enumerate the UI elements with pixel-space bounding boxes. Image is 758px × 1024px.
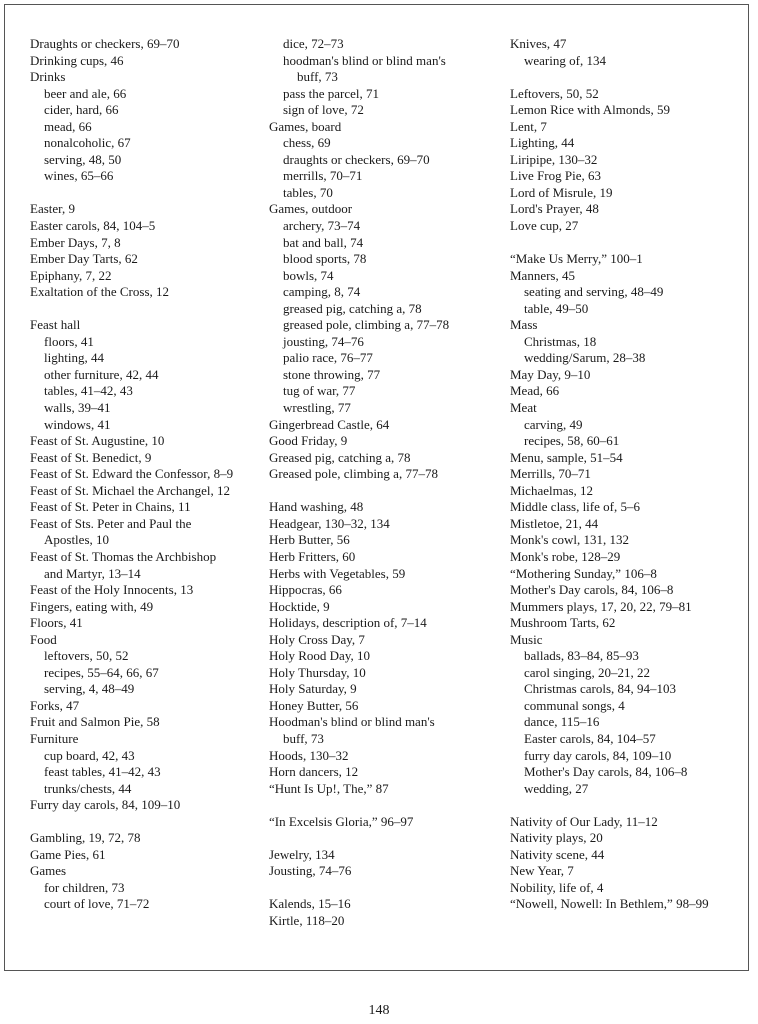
index-subentry: carol singing, 20–21, 22 bbox=[524, 664, 651, 680]
index-entry: Herb Butter, 56 bbox=[269, 532, 350, 548]
index-entry: Drinks bbox=[30, 69, 66, 85]
index-subentry: recipes, 55–64, 66, 67 bbox=[44, 664, 159, 680]
index-entry: Drinking cups, 46 bbox=[30, 52, 124, 68]
index-entry: Draughts or checkers, 69–70 bbox=[30, 36, 180, 51]
index-subentry: nonalcoholic, 67 bbox=[44, 135, 131, 151]
index-entry: Furniture bbox=[30, 730, 79, 746]
index-entry: Gingerbread Castle, 64 bbox=[269, 416, 390, 432]
index-entry: Gambling, 19, 72, 78 bbox=[30, 830, 141, 846]
index-entry: Mushroom Tarts, 62 bbox=[510, 615, 616, 631]
index-subentry: chess, 69 bbox=[283, 135, 331, 151]
index-entry-text: hoodman's blind or blind man's bbox=[283, 52, 446, 68]
index-entry: Headgear, 130–32, 134 bbox=[269, 515, 390, 531]
index-entry: Hippocras, 66 bbox=[269, 582, 342, 598]
index-subentry: communal songs, 4 bbox=[524, 697, 625, 713]
index-entry: Exaltation of the Cross, 12 bbox=[30, 284, 170, 300]
index-entry-continuation: and Martyr, 13–14 bbox=[44, 565, 141, 581]
index-entry: Michaelmas, 12 bbox=[510, 482, 594, 498]
letter-group-gap bbox=[510, 797, 742, 814]
index-subentry: feast tables, 41–42, 43 bbox=[44, 764, 161, 780]
index-entry: Lent, 7 bbox=[510, 118, 547, 134]
index-entry: Mead, 66 bbox=[510, 383, 560, 399]
index-entry: Live Frog Pie, 63 bbox=[510, 168, 601, 184]
index-subentry: furry day carols, 84, 109–10 bbox=[524, 747, 672, 763]
index-subentry: palio race, 76–77 bbox=[283, 350, 373, 366]
index-entry: Leftovers, 50, 52 bbox=[510, 85, 599, 101]
index-subentry: camping, 8, 74 bbox=[283, 284, 361, 300]
index-entry: Love cup, 27 bbox=[510, 218, 579, 234]
index-entry: Games bbox=[30, 863, 67, 879]
index-entry-continuation: buff, 73 bbox=[297, 69, 338, 85]
letter-group-gap bbox=[30, 301, 268, 318]
index-entry: Mistletoe, 21, 44 bbox=[510, 515, 599, 531]
index-subentry: lighting, 44 bbox=[44, 350, 104, 366]
index-subentry: wines, 65–66 bbox=[44, 168, 114, 184]
index-entry bbox=[30, 516, 268, 549]
index-entry: Food bbox=[30, 631, 57, 647]
index-entry: Forks, 47 bbox=[30, 697, 80, 713]
index-entry: Games, board bbox=[269, 118, 342, 134]
index-entry: Easter, 9 bbox=[30, 201, 75, 217]
index-entry: Knives, 47 bbox=[510, 36, 567, 51]
index-entry: Fingers, eating with, 49 bbox=[30, 598, 154, 614]
index-entry-text: Feast of Sts. Peter and Paul the bbox=[30, 515, 192, 531]
index-entry: Lord of Misrule, 19 bbox=[510, 184, 613, 200]
index-entry: “Hunt Is Up!, The,” 87 bbox=[269, 780, 389, 796]
index-entry: Feast of St. Benedict, 9 bbox=[30, 449, 152, 465]
index-subentry: cup board, 42, 43 bbox=[44, 747, 135, 763]
index-entry: Holy Saturday, 9 bbox=[269, 681, 357, 697]
index-entry: Nobility, life of, 4 bbox=[510, 879, 604, 895]
index-subentry: ballads, 83–84, 85–93 bbox=[524, 648, 639, 664]
index-subentry: bowls, 74 bbox=[283, 267, 334, 283]
index-subentry: court of love, 71–72 bbox=[44, 896, 150, 912]
index-entry: Epiphany, 7, 22 bbox=[30, 267, 112, 283]
index-entry: “Mothering Sunday,” 106–8 bbox=[510, 565, 657, 581]
page-number: 148 bbox=[368, 1003, 390, 1018]
index-column-3 bbox=[510, 36, 742, 913]
index-entry: Kirtle, 118–20 bbox=[269, 912, 345, 928]
letter-group-gap bbox=[510, 69, 742, 86]
index-entry: Nativity scene, 44 bbox=[510, 846, 605, 862]
index-subentry: seating and serving, 48–49 bbox=[524, 284, 664, 300]
index-subentry: wearing of, 134 bbox=[524, 52, 606, 68]
index-entry: Menu, sample, 51–54 bbox=[510, 449, 623, 465]
index-entry-text: Feast of St. Thomas the Archbishop bbox=[30, 548, 217, 564]
letter-group-gap bbox=[269, 797, 505, 814]
index-entry: Ember Days, 7, 8 bbox=[30, 234, 121, 250]
index-entry: Holidays, description of, 7–14 bbox=[269, 615, 427, 631]
index-entry: Holy Thursday, 10 bbox=[269, 664, 366, 680]
index-subentry: draughts or checkers, 69–70 bbox=[283, 151, 430, 167]
index-entry: Fruit and Salmon Pie, 58 bbox=[30, 714, 160, 730]
index-entry: Feast of St. Peter in Chains, 11 bbox=[30, 499, 191, 515]
index-entry: Lighting, 44 bbox=[510, 135, 575, 151]
index-entry: Kalends, 15–16 bbox=[269, 896, 351, 912]
index-entry: Monk's robe, 128–29 bbox=[510, 548, 621, 564]
index-entry bbox=[30, 549, 268, 582]
index-subentry: Easter carols, 84, 104–57 bbox=[524, 730, 656, 746]
index-entry: Lemon Rice with Almonds, 59 bbox=[510, 102, 670, 118]
index-entry: New Year, 7 bbox=[510, 863, 574, 879]
letter-group-gap bbox=[30, 185, 268, 202]
index-entry: Jousting, 74–76 bbox=[269, 863, 352, 879]
index-entry: Merrills, 70–71 bbox=[510, 466, 591, 482]
index-subentry: archery, 73–74 bbox=[283, 218, 361, 234]
index-entry: Hoods, 130–32 bbox=[269, 747, 349, 763]
index-entry: Nativity plays, 20 bbox=[510, 830, 603, 846]
index-entry: Holy Rood Day, 10 bbox=[269, 648, 370, 664]
index-entry: Feast of the Holy Innocents, 13 bbox=[30, 582, 194, 598]
index-subentry: pass the parcel, 71 bbox=[283, 85, 380, 101]
index-entry: Mummers plays, 17, 20, 22, 79–81 bbox=[510, 598, 692, 614]
index-column-1 bbox=[30, 36, 268, 913]
index-entry bbox=[269, 714, 505, 747]
index-subentry: wrestling, 77 bbox=[283, 400, 351, 416]
index-entry: Feast hall bbox=[30, 317, 81, 333]
index-entry: Meat bbox=[510, 400, 537, 416]
index-entry: “Nowell, Nowell: In Bethlem,” 98–99 bbox=[510, 896, 709, 912]
letter-group-gap bbox=[269, 830, 505, 847]
index-subentry: Christmas carols, 84, 94–103 bbox=[524, 681, 677, 697]
index-entry: Greased pig, catching a, 78 bbox=[269, 449, 411, 465]
index-subentry: other furniture, 42, 44 bbox=[44, 366, 159, 382]
index-entry: Feast of St. Augustine, 10 bbox=[30, 433, 165, 449]
index-entry: Horn dancers, 12 bbox=[269, 764, 359, 780]
index-entry: Liripipe, 130–32 bbox=[510, 151, 598, 167]
index-subentry: trunks/chests, 44 bbox=[44, 780, 132, 796]
index-entry: “In Excelsis Gloria,” 96–97 bbox=[269, 813, 414, 829]
index-subentry: serving, 4, 48–49 bbox=[44, 681, 135, 697]
index-subentry: Christmas, 18 bbox=[524, 333, 597, 349]
index-subentry: tug of war, 77 bbox=[283, 383, 356, 399]
index-entry: May Day, 9–10 bbox=[510, 366, 591, 382]
index-entry: Middle class, life of, 5–6 bbox=[510, 499, 640, 515]
index-subentry: for children, 73 bbox=[44, 879, 125, 895]
index-entry: Mother's Day carols, 84, 106–8 bbox=[510, 582, 674, 598]
index-subentry: Mother's Day carols, 84, 106–8 bbox=[524, 764, 688, 780]
index-entry: Hocktide, 9 bbox=[269, 598, 330, 614]
index-subentry: table, 49–50 bbox=[524, 300, 589, 316]
index-subentry: greased pole, climbing a, 77–78 bbox=[283, 317, 450, 333]
index-subentry: jousting, 74–76 bbox=[283, 333, 364, 349]
index-subentry: wedding/Sarum, 28–38 bbox=[524, 350, 646, 366]
index-subentry: serving, 48, 50 bbox=[44, 151, 122, 167]
index-entry: Honey Butter, 56 bbox=[269, 697, 359, 713]
index-entry: Holy Cross Day, 7 bbox=[269, 631, 365, 647]
index-entry: Easter carols, 84, 104–5 bbox=[30, 218, 156, 234]
index-entry: Monk's cowl, 131, 132 bbox=[510, 532, 629, 548]
index-subentry: windows, 41 bbox=[44, 416, 111, 432]
index-subentry: dance, 115–16 bbox=[524, 714, 600, 730]
index-entry: Manners, 45 bbox=[510, 267, 575, 283]
index-entry: Good Friday, 9 bbox=[269, 433, 348, 449]
index-entry: Feast of St. Michael the Archangel, 12 bbox=[30, 482, 231, 498]
index-subentry: tables, 70 bbox=[283, 184, 333, 200]
letter-group-gap bbox=[30, 814, 268, 831]
index-subentry: wedding, 27 bbox=[524, 780, 589, 796]
index-subentry: floors, 41 bbox=[44, 333, 94, 349]
index-entry: Lord's Prayer, 48 bbox=[510, 201, 599, 217]
index-entry-text: Hoodman's blind or blind man's bbox=[269, 714, 435, 730]
index-subentry: sign of love, 72 bbox=[283, 102, 364, 118]
index-subentry: stone throwing, 77 bbox=[283, 366, 381, 382]
index-entry: Nativity of Our Lady, 11–12 bbox=[510, 813, 658, 829]
index-subentry: cider, hard, 66 bbox=[44, 102, 119, 118]
index-subentry: carving, 49 bbox=[524, 416, 583, 432]
index-subentry: recipes, 58, 60–61 bbox=[524, 433, 620, 449]
letter-group-gap bbox=[510, 235, 742, 252]
index-subentry: greased pig, catching a, 78 bbox=[283, 300, 422, 316]
index-subentry: blood sports, 78 bbox=[283, 251, 367, 267]
index-subentry: tables, 41–42, 43 bbox=[44, 383, 133, 399]
index-entry: Mass bbox=[510, 317, 538, 333]
letter-group-gap bbox=[269, 483, 505, 500]
index-entry-continuation: buff, 73 bbox=[283, 730, 324, 746]
index-column-2 bbox=[269, 36, 505, 930]
index-subentry: dice, 72–73 bbox=[283, 36, 344, 51]
index-entry: Game Pies, 61 bbox=[30, 846, 106, 862]
index-entry: Jewelry, 134 bbox=[269, 846, 335, 862]
index-entry: Herb Fritters, 60 bbox=[269, 548, 356, 564]
index-entry: Floors, 41 bbox=[30, 615, 83, 631]
index-entry: Herbs with Vegetables, 59 bbox=[269, 565, 406, 581]
letter-group-gap bbox=[269, 880, 505, 897]
index-subentry: mead, 66 bbox=[44, 118, 92, 134]
index-entry: Games, outdoor bbox=[269, 201, 353, 217]
index-entry-continuation: Apostles, 10 bbox=[44, 532, 109, 548]
index-entry: “Make Us Merry,” 100–1 bbox=[510, 251, 643, 267]
index-entry: Music bbox=[510, 631, 543, 647]
index-entry: Hand washing, 48 bbox=[269, 499, 364, 515]
index-entry: Greased pole, climbing a, 77–78 bbox=[269, 466, 438, 482]
index-entry: Feast of St. Edward the Confessor, 8–9 bbox=[30, 466, 234, 482]
index-subentry: beer and ale, 66 bbox=[44, 85, 127, 101]
index-subentry: leftovers, 50, 52 bbox=[44, 648, 129, 664]
index-subentry: bat and ball, 74 bbox=[283, 234, 364, 250]
index-subentry: merrills, 70–71 bbox=[283, 168, 363, 184]
index-subentry bbox=[269, 53, 505, 86]
index-entry: Furry day carols, 84, 109–10 bbox=[30, 797, 181, 813]
index-subentry: walls, 39–41 bbox=[44, 400, 111, 416]
index-entry: Ember Day Tarts, 62 bbox=[30, 251, 138, 267]
